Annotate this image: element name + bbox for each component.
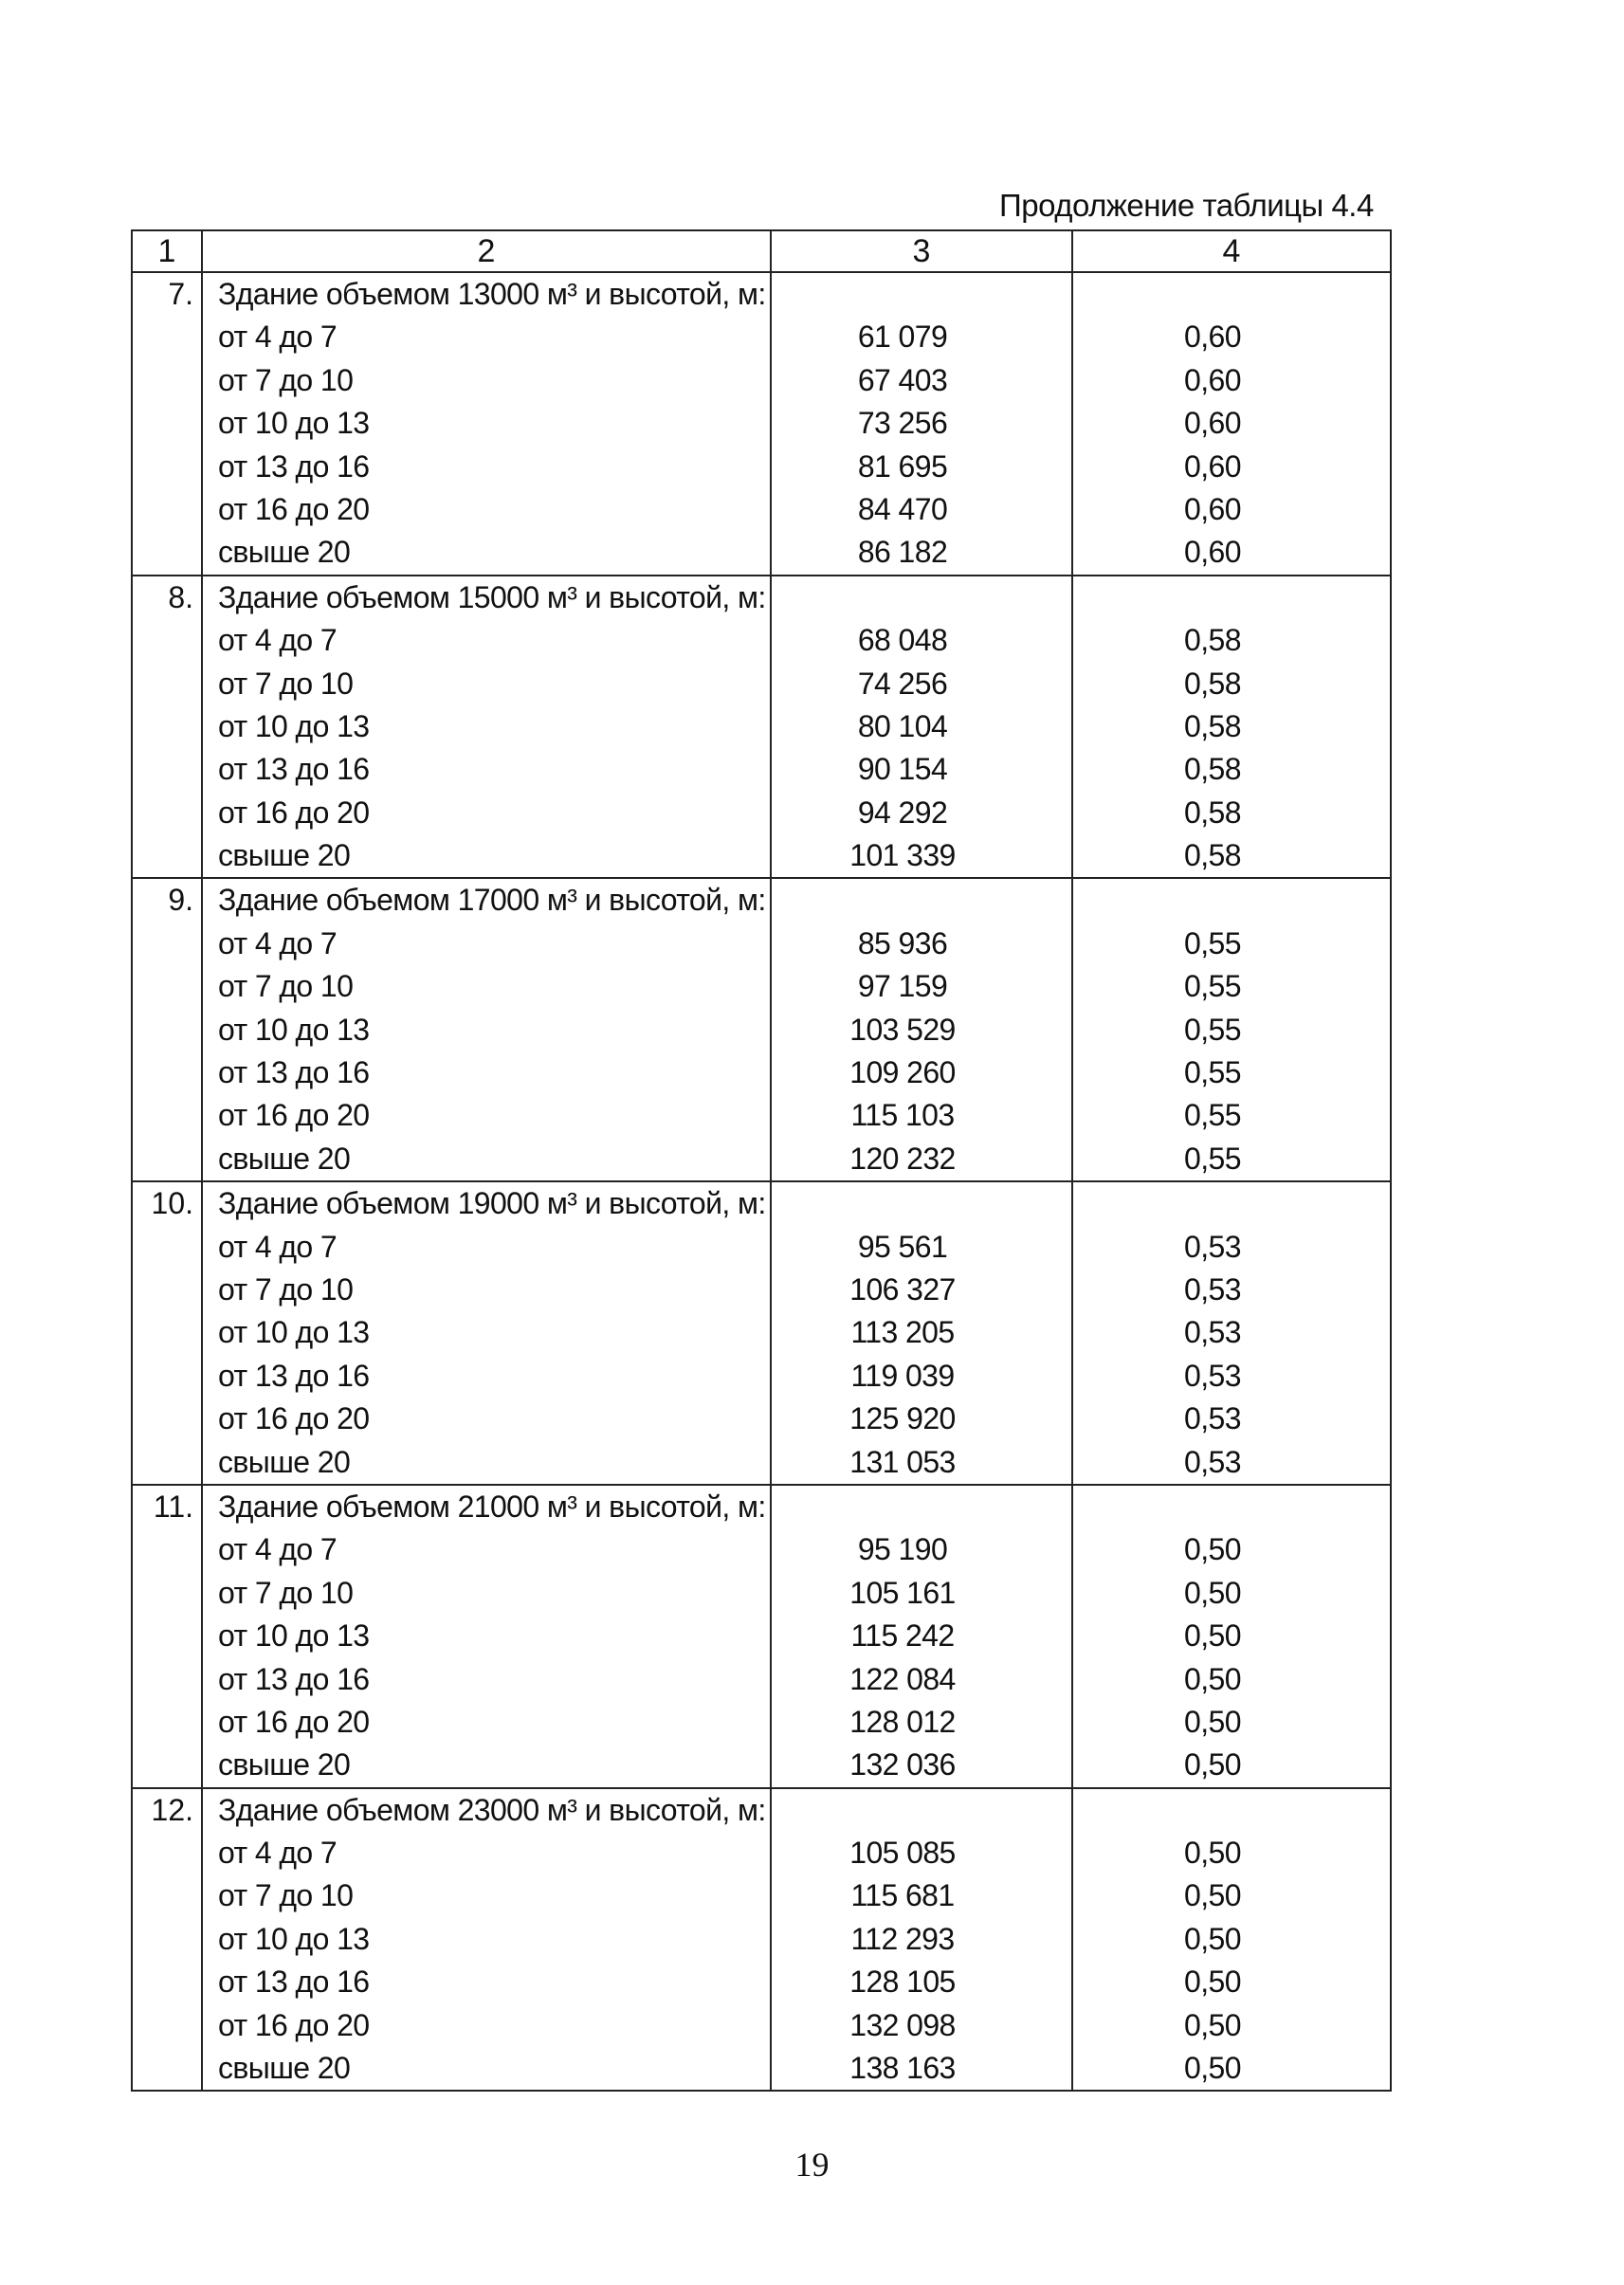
coefficient-value: 0,58 [1184, 795, 1241, 830]
height-range-label: свыше 20 [218, 838, 351, 873]
coefficient-value: 0,50 [1184, 1921, 1241, 1956]
height-range-label: от 4 до 7 [218, 1836, 338, 1871]
height-range-label: от 7 до 10 [218, 1271, 354, 1307]
coefficient-value: 0,53 [1184, 1401, 1241, 1436]
height-range-label: от 7 до 10 [218, 362, 354, 397]
table-group-row [132, 272, 1391, 576]
blank-cell [1073, 879, 1390, 922]
coefficient-value: 0,50 [1184, 1836, 1241, 1871]
height-range-label: от 4 до 7 [218, 623, 338, 658]
cost-value: 119 039 [850, 1358, 955, 1393]
coefficient-value: 0,50 [1184, 1618, 1241, 1654]
height-range-label: от 7 до 10 [218, 666, 354, 701]
cost-value: 61 079 [857, 320, 948, 355]
coefficient-value: 0,50 [1184, 1878, 1241, 1913]
height-range-label: свыше 20 [218, 2051, 351, 2086]
value-column-3 [771, 878, 1072, 1181]
height-range-label: от 10 до 13 [218, 1315, 370, 1350]
value-column-4 [1072, 1485, 1391, 1788]
height-range-label: от 13 до 16 [218, 1055, 370, 1090]
group-title: Здание объемом 19000 м³ и высотой, м: [218, 1186, 766, 1221]
height-range-label: от 16 до 20 [218, 1098, 370, 1133]
cost-value: 138 163 [849, 2051, 956, 2086]
coefficient-value: 0,58 [1184, 752, 1241, 787]
group-title: Здание объемом 15000 м³ и высотой, м: [218, 579, 766, 614]
coefficient-value: 0,53 [1184, 1229, 1241, 1264]
cost-value: 125 920 [849, 1401, 956, 1436]
table-group-row [132, 878, 1391, 1181]
cost-value: 95 190 [857, 1532, 948, 1567]
item-description [202, 1181, 771, 1485]
height-range-label: от 4 до 7 [218, 1229, 338, 1264]
group-title: Здание объемом 17000 м³ и высотой, м: [218, 883, 766, 918]
height-range-label: от 13 до 16 [218, 752, 370, 787]
coefficient-value: 0,55 [1184, 925, 1241, 960]
blank-cell [772, 879, 1071, 922]
cost-value: 81 695 [857, 448, 948, 484]
height-range-label: свыше 20 [218, 1141, 351, 1176]
value-column-4 [1072, 1788, 1391, 2092]
height-range-label: от 7 до 10 [218, 1878, 354, 1913]
coefficient-value: 0,53 [1184, 1444, 1241, 1479]
height-range-label: от 4 до 7 [218, 925, 338, 960]
height-range-label: от 16 до 20 [218, 1704, 370, 1739]
group-title: Здание объемом 23000 м³ и высотой, м: [218, 1792, 766, 1827]
table-group-row [132, 576, 1391, 879]
data-table [131, 229, 1392, 2092]
height-range-label: от 13 до 16 [218, 1358, 370, 1393]
coefficient-value: 0,60 [1184, 491, 1241, 526]
height-range-label: от 16 до 20 [218, 2007, 370, 2042]
coefficient-value: 0,50 [1184, 1965, 1241, 2000]
table-group-row [132, 1181, 1391, 1485]
item-description [202, 1788, 771, 2092]
blank-cell [1073, 1486, 1390, 1528]
blank-cell [772, 1182, 1071, 1225]
height-range-label: от 4 до 7 [218, 1532, 338, 1567]
coefficient-value: 0,50 [1184, 1704, 1241, 1739]
coefficient-value: 0,60 [1184, 320, 1241, 355]
height-range-label: от 10 до 13 [218, 406, 370, 441]
coefficient-value: 0,58 [1184, 623, 1241, 658]
cost-value: 73 256 [857, 406, 948, 441]
height-range-label: свыше 20 [218, 1747, 351, 1782]
item-number: 10. [132, 1181, 202, 1485]
coefficient-value: 0,58 [1184, 838, 1241, 873]
height-range-label: от 13 до 16 [218, 448, 370, 484]
height-range-label: свыше 20 [218, 535, 351, 570]
item-description [202, 272, 771, 576]
blank-cell [1073, 273, 1390, 316]
coefficient-value: 0,50 [1184, 1661, 1241, 1696]
item-description [202, 576, 771, 879]
table-caption: Продолжение таблицы 4.4 [999, 188, 1374, 223]
height-range-label: от 10 до 13 [218, 1618, 370, 1654]
cost-value: 84 470 [857, 491, 948, 526]
height-range-label: от 4 до 7 [218, 320, 338, 355]
coefficient-value: 0,50 [1184, 2007, 1241, 2042]
height-range-label: от 16 до 20 [218, 1401, 370, 1436]
coefficient-value: 0,50 [1184, 1532, 1241, 1567]
height-range-label: от 7 до 10 [218, 1575, 354, 1610]
coefficient-value: 0,53 [1184, 1315, 1241, 1350]
cost-value: 95 561 [857, 1229, 948, 1264]
item-description [202, 878, 771, 1181]
header-col-3: 3 [771, 230, 1072, 272]
coefficient-value: 0,60 [1184, 362, 1241, 397]
cost-value: 122 084 [849, 1661, 956, 1696]
coefficient-value: 0,55 [1184, 1141, 1241, 1176]
cost-value: 128 105 [849, 1965, 956, 2000]
cost-value: 115 681 [850, 1878, 955, 1913]
value-column-4 [1072, 272, 1391, 576]
header-col-2: 2 [202, 230, 771, 272]
coefficient-value: 0,53 [1184, 1358, 1241, 1393]
coefficient-value: 0,50 [1184, 1575, 1241, 1610]
cost-value: 85 936 [857, 925, 948, 960]
value-column-4 [1072, 878, 1391, 1181]
header-col-1: 1 [132, 230, 202, 272]
cost-value: 132 036 [849, 1747, 956, 1782]
cost-value: 113 205 [850, 1315, 955, 1350]
group-title: Здание объемом 21000 м³ и высотой, м: [218, 1489, 766, 1524]
group-title: Здание объемом 13000 м³ и высотой, м: [218, 277, 766, 311]
header-col-4: 4 [1072, 230, 1391, 272]
cost-value: 97 159 [857, 969, 948, 1004]
cost-value: 106 327 [849, 1271, 956, 1307]
height-range-label: от 10 до 13 [218, 1921, 370, 1956]
table-group-row [132, 1485, 1391, 1788]
blank-cell [1073, 1182, 1390, 1225]
page-number: 19 [794, 2146, 830, 2184]
cost-value: 74 256 [857, 666, 948, 701]
cost-value: 86 182 [857, 535, 948, 570]
value-column-3 [771, 1788, 1072, 2092]
cost-value: 112 293 [850, 1921, 955, 1956]
height-range-label: от 10 до 13 [218, 708, 370, 743]
coefficient-value: 0,50 [1184, 1747, 1241, 1782]
coefficient-value: 0,58 [1184, 666, 1241, 701]
value-column-4 [1072, 1181, 1391, 1485]
table-group-row [132, 1788, 1391, 2092]
value-column-3 [771, 576, 1072, 879]
cost-value: 132 098 [849, 2007, 956, 2042]
value-column-4 [1072, 576, 1391, 879]
coefficient-value: 0,60 [1184, 406, 1241, 441]
blank-cell [772, 1486, 1071, 1528]
cost-value: 105 085 [849, 1836, 956, 1871]
cost-value: 105 161 [849, 1575, 956, 1610]
header-row [132, 230, 1391, 272]
item-number: 11. [132, 1485, 202, 1788]
value-column-3 [771, 1485, 1072, 1788]
cost-value: 115 242 [850, 1618, 955, 1654]
blank-cell [1073, 576, 1390, 619]
item-description [202, 1485, 771, 1788]
blank-cell [772, 576, 1071, 619]
height-range-label: от 16 до 20 [218, 795, 370, 830]
cost-value: 90 154 [857, 752, 948, 787]
cost-value: 115 103 [850, 1098, 955, 1133]
height-range-label: свыше 20 [218, 1444, 351, 1479]
height-range-label: от 7 до 10 [218, 969, 354, 1004]
item-number: 7. [132, 272, 202, 576]
coefficient-value: 0,55 [1184, 969, 1241, 1004]
item-number: 9. [132, 878, 202, 1181]
coefficient-value: 0,55 [1184, 1012, 1241, 1047]
coefficient-value: 0,50 [1184, 2051, 1241, 2086]
coefficient-value: 0,60 [1184, 535, 1241, 570]
cost-value: 131 053 [849, 1444, 956, 1479]
cost-value: 120 232 [849, 1141, 956, 1176]
cost-value: 67 403 [857, 362, 948, 397]
cost-value: 128 012 [849, 1704, 956, 1739]
height-range-label: от 10 до 13 [218, 1012, 370, 1047]
height-range-label: от 13 до 16 [218, 1965, 370, 2000]
blank-cell [1073, 1789, 1390, 1832]
value-column-3 [771, 1181, 1072, 1485]
coefficient-value: 0,53 [1184, 1271, 1241, 1307]
cost-value: 68 048 [857, 623, 948, 658]
table-body [132, 272, 1391, 2091]
cost-value: 103 529 [849, 1012, 956, 1047]
cost-value: 80 104 [857, 708, 948, 743]
cost-value: 109 260 [849, 1055, 956, 1090]
height-range-label: от 13 до 16 [218, 1661, 370, 1696]
value-column-3 [771, 272, 1072, 576]
blank-cell [772, 1789, 1071, 1832]
cost-value: 94 292 [857, 795, 948, 830]
height-range-label: от 16 до 20 [218, 491, 370, 526]
coefficient-value: 0,55 [1184, 1055, 1241, 1090]
coefficient-value: 0,58 [1184, 708, 1241, 743]
item-number: 12. [132, 1788, 202, 2092]
coefficient-value: 0,60 [1184, 448, 1241, 484]
cost-value: 101 339 [849, 838, 956, 873]
item-number: 8. [132, 576, 202, 879]
blank-cell [772, 273, 1071, 316]
coefficient-value: 0,55 [1184, 1098, 1241, 1133]
